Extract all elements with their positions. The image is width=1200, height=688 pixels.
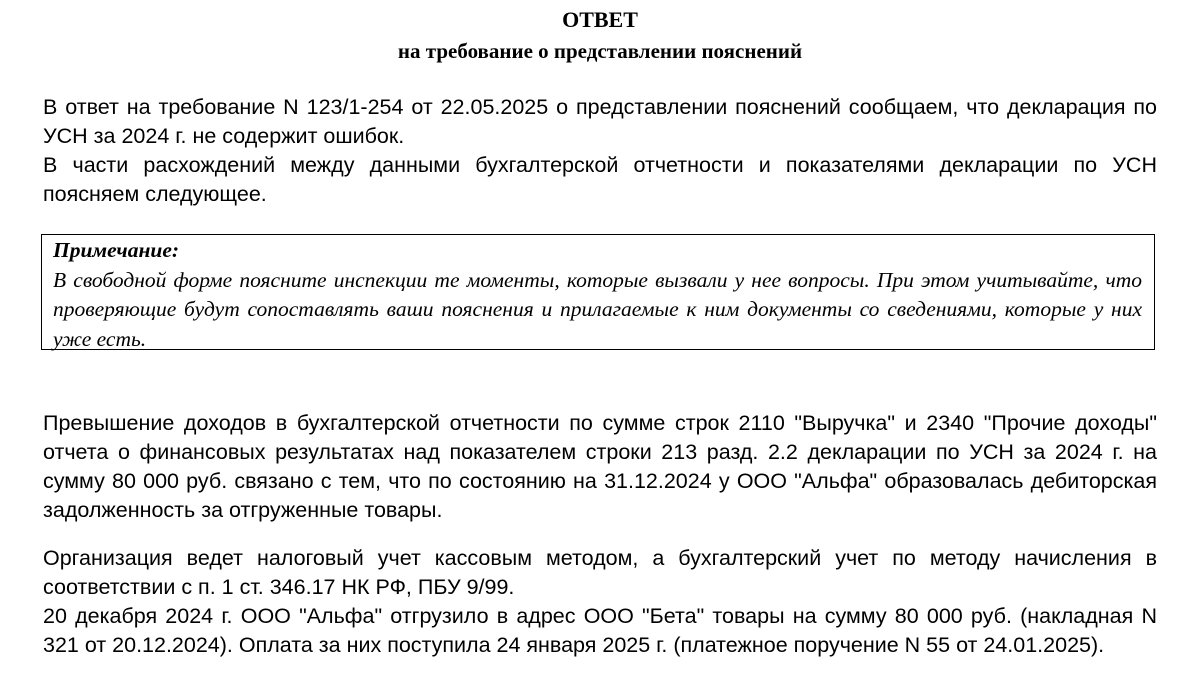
shipment-paragraph: 20 декабря 2024 г. ООО "Альфа" отгрузило в адрес ООО "Бета" товары на сумму 80 000 руб. (накладная N 321 от 20.12.2024). Оплата за них поступила 24 января 2025 г. (платежное поручение N 55 от 24.01.2025). (43, 604, 1157, 657)
accounting-method-paragraph: Организация ведет налоговый учет кассовым методом, а бухгалтерский учет по методу начисления в соответствии с п. 1 ст. 346.17 НК РФ, ПБУ 9/99. (43, 546, 1157, 599)
note-box (41, 234, 1155, 350)
document-title: ОТВЕТ (562, 7, 638, 32)
intro-paragraph: В ответ на требование N 123/1-254 от 22.05.2025 о представлении пояснений сообщаем, что декларация по УСН за 2024 г. не содержит ошибок. (43, 95, 1157, 148)
note-text: В свободной форме поясните инспекции те моменты, которые вызвали у нее вопросы. При этом учитывайте, что проверяющие будут сопоставлять ваши пояснения и прилагаемые к ним документы со сведениями, которые у них уже есть. (53, 267, 1142, 351)
explanation-paragraph: Превышение доходов в бухгалтерской отчетности по сумме строк 2110 "Выручка" и 2340 "Прочие доходы" отчета о финансовых результатах над показателем строки 213 разд. 2.2 декларации по УСН за 2024 г. на сумму 80 000 руб. связано с тем, что по состоянию на 31.12.2024 у ООО "Альфа" образовалась дебиторская задолженность за отгруженные товары. (43, 411, 1157, 522)
intro-paragraph-2: В части расхождений между данными бухгалтерской отчетности и показателями декларации по УСН поясняем следующее. (43, 153, 1157, 206)
document-subtitle: на требование о представлении пояснений (397, 39, 803, 63)
note-title: Примечание: (53, 238, 180, 262)
